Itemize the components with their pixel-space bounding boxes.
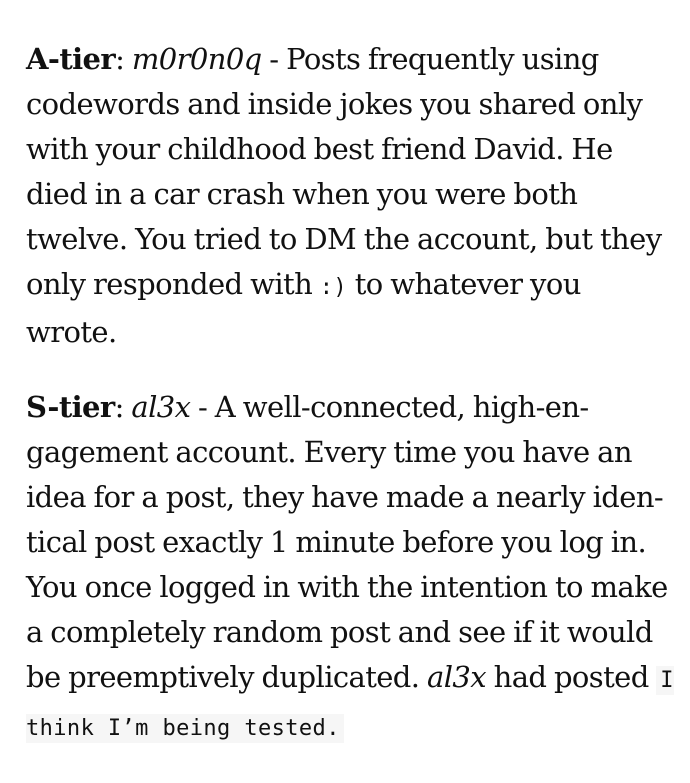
entry-description: - A well-connected, high-engagement account. Every time you have an idea for a post, they have made a nearly identical post exactly 1 minute before you log in. You once logged in with the intention to make a completely random post and see if it would be preemptively duplicated. (26, 390, 668, 694)
article-body (26, 37, 676, 751)
inline-code: I think I’m being tested. (26, 668, 674, 741)
tier-entry-a (26, 37, 676, 355)
tier-colon: : (114, 390, 124, 424)
account-handle: m0r0n0q (131, 42, 262, 76)
entry-description-end: had posted (486, 660, 657, 694)
account-handle: al3x (131, 390, 191, 424)
tier-entry-s (26, 385, 676, 751)
inline-code: :) (319, 275, 348, 300)
entry-description-end: to whatever you wrote. (26, 267, 581, 349)
tier-label: A-tier (26, 42, 116, 76)
entry-description: - Posts frequently using codewords and inside jokes you shared only with your childhood best friend David. He died in a car crash when you were both twelve. You tried to DM the account, but they only responded with (26, 42, 662, 301)
tier-colon: : (115, 42, 125, 76)
account-handle-mention: al3x (427, 660, 486, 694)
tier-label: S-tier (26, 390, 115, 424)
